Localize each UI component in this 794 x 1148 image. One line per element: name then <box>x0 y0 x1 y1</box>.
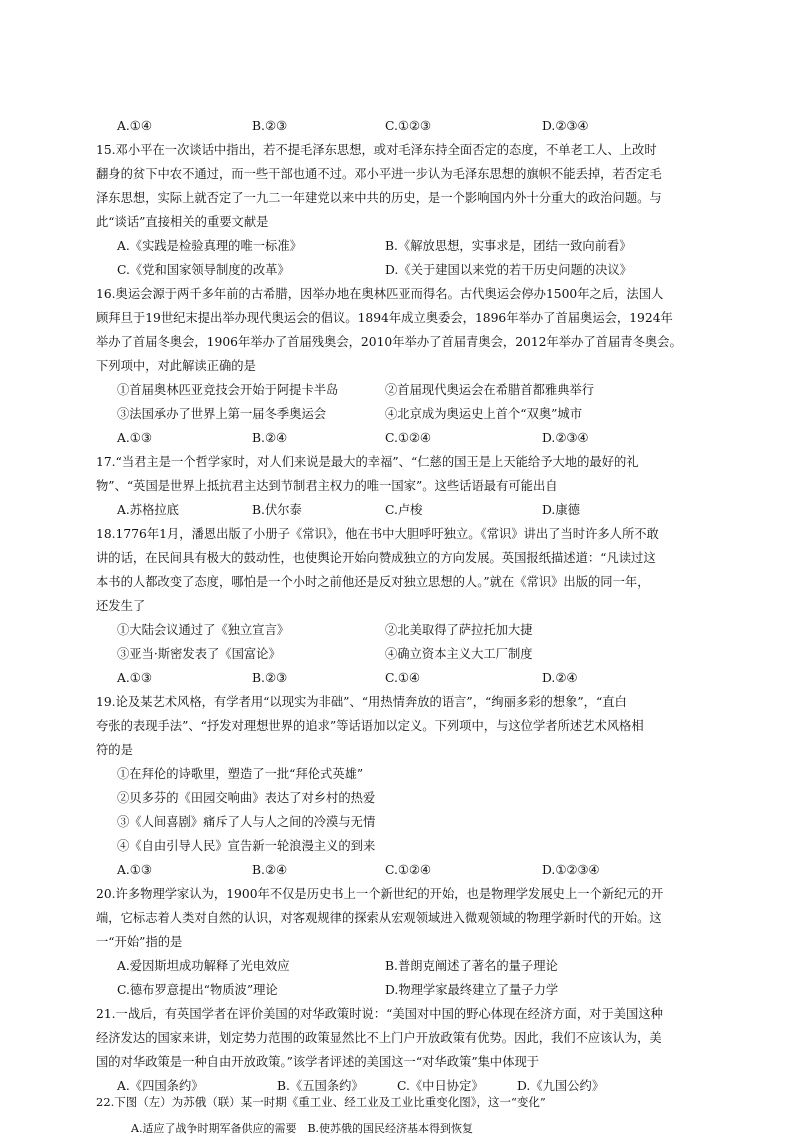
q21-option-b: B.《五国条约》 <box>277 1079 364 1093</box>
q16-item-2: ②首届现代奥运会在希腊首都雅典举行 <box>385 383 595 397</box>
q19-options <box>117 858 697 882</box>
q19-item-4: ④《自由引导人民》宣告新一轮浪漫主义的到来 <box>117 839 376 853</box>
q15-stem-line: 15.邓小平在一次谈话中指出，若不提毛泽东思想，或对毛泽东持全面否定的态度，不单老工人、上改时 <box>96 143 657 157</box>
q21-option-d: D.《九国公约》 <box>517 1079 605 1093</box>
q16-option-d: D.②③④ <box>542 431 589 445</box>
q21-option-a: A.《四国条约》 <box>117 1079 204 1093</box>
q16-stem-line: 16.奥运会源于两千多年前的古希腊，因举办地在奥林匹亚而得名。古代奥运会停办1500年之后，法国人 <box>96 287 664 301</box>
q19-item-2: ②贝多芬的《田园交响曲》表达了对乡村的热爱 <box>117 791 376 805</box>
q22-option-a: A.适应了战争时期军备供应的需要 <box>131 1122 297 1135</box>
q18-item-4: ④确立资本主义大工厂制度 <box>385 647 533 661</box>
q15-options-row <box>117 258 697 282</box>
q20-stem-line: 一“开始”指的是 <box>96 935 183 949</box>
q20-options-row <box>117 954 697 978</box>
q19-option-d: D.①②③④ <box>542 863 600 877</box>
q14-options <box>117 114 697 138</box>
q16-option-a: A.①③ <box>117 431 152 445</box>
q20-option-b: B.普朗克阐述了著名的量子理论 <box>385 959 558 973</box>
q20-stem-line: 20.许多物理学家认为，1900年不仅是历史书上一个新世纪的开始，也是物理学发展史上一个新纪元的开 <box>96 887 664 901</box>
q22-options-compact <box>117 1109 677 1148</box>
q21-stem-line: 经济发达的国家来讲，划定势力范围的政策显然比不上门户开放政策有优势。因此，我们不应该认为，美 <box>96 1031 662 1045</box>
q20-option-c: C.德布罗意提出“物质波”理论 <box>117 983 278 997</box>
q15-stem-line: 此“谈话”直接相关的重要文献是 <box>96 215 269 229</box>
q17-option-d: D.康德 <box>542 503 580 517</box>
q16-option-b: B.②④ <box>252 431 287 445</box>
q21-stem-line: 21.一战后，有英国学者在评价美国的对华政策时说：“美国对中国的野心体现在经济方面，对于美国这种 <box>96 1007 663 1021</box>
q18-item-3: ③亚当·斯密发表了《国富论》 <box>117 647 281 661</box>
q19-item-3: ③《人间喜剧》痛斥了人与人之间的冷漠与无情 <box>117 815 376 829</box>
q20-option-a: A.爱因斯坦成功解释了光电效应 <box>117 959 290 973</box>
q18-option-a: A.①③ <box>117 671 152 685</box>
q16-stem-line: 顾拜旦于19世纪末提出举办现代奥运会的倡议。1894年成立奥委会，1896年举办了首届奥运会，1924年 <box>96 311 673 325</box>
q15-stem-line: 泽东思想，实际上就否定了一九二一年建党以来中共的历史，是一个影响国内外十分重大的政治问题。与 <box>96 191 662 205</box>
q16-item-1: ①首届奥林匹亚竞技会开始于阿提卡半岛 <box>117 383 339 397</box>
q18-items-row <box>117 618 697 642</box>
q15-stem-line: 翻身的贫下中农不通过，而一些干部也通不过。邓小平进一步认为毛泽东思想的旗帜不能丢掉，若否定毛 <box>96 167 662 181</box>
q18-stem-line: 讲的话，在民间具有极大的鼓动性，也使舆论开始向赞成独立的方向发展。英国报纸描述道：“凡读过这 <box>96 551 656 565</box>
q18-stem-line: 还发生了 <box>96 599 146 613</box>
q16-stem-line: 举办了首届冬奥会，1906年举办了首届残奥会，2010年举办了首届青奥会，2012年举办了首届青冬奥会。 <box>96 335 682 349</box>
q19-stem-line: 夸张的表现手法”、“抒发对理想世界的追求”等话语加以定义。下列项中，与这位学者所述艺术风格相 <box>96 719 644 733</box>
q15-options-row <box>117 234 697 258</box>
q16-item-4: ④北京成为奥运史上首个“双奥”城市 <box>385 407 583 421</box>
q14-option-b: B.②③ <box>252 119 287 133</box>
q16-items-row <box>117 402 697 426</box>
q18-stem-line: 18.1776年1月，潘恩出版了小册子《常识》，他在书中大胆呼吁独立。《常识》讲出了当时许多人所不敢 <box>96 527 659 541</box>
q18-items-row <box>117 642 697 666</box>
q20-options-row <box>117 978 697 1002</box>
q19-stem-line: 符的是 <box>96 743 133 757</box>
q17-option-a: A.苏格拉底 <box>117 503 179 517</box>
q20-option-d: D.物理学家最终建立了量子力学 <box>385 983 559 997</box>
q14-option-c: C.①②③ <box>385 119 431 133</box>
q16-item-3: ③法国承办了世界上第一届冬季奥运会 <box>117 407 327 421</box>
q15-option-b: B.《解放思想，实事求是，团结一致向前看》 <box>385 239 632 253</box>
q18-stem-line: 本书的人都改变了态度，哪怕是一个小时之前他还是反对独立思想的人。”就在《常识》出版的同一年， <box>96 575 650 589</box>
q18-option-c: C.①④ <box>385 671 420 685</box>
q21-option-c: C.《中日协定》 <box>397 1079 484 1093</box>
q16-items-row <box>117 378 697 402</box>
q18-options <box>117 666 697 690</box>
q19-stem-line: 19.论及某艺术风格，有学者用“以现实为非础”、“用热情奔放的语言”，“绚丽多彩的想象”，“直白 <box>96 695 627 709</box>
q19-option-b: B.②④ <box>252 863 287 877</box>
q17-stem-line: 17.“当君主是一个哲学家时，对人们来说是最大的幸福”、“仁慈的国王是上天能给予大地的最好的礼 <box>96 455 639 469</box>
q21-stem-line: 国的对华政策是一种自由开放政策。”该学者评述的美国这一“对华政策”集中体现于 <box>96 1055 540 1069</box>
q16-stem-line: 下列项中，对此解读正确的是 <box>96 359 256 373</box>
q17-options <box>117 498 697 522</box>
q17-option-b: B.伏尔泰 <box>252 503 302 517</box>
q22-stem-line: 22.下图（左）为苏俄（联）某一时期《重工业、经工业及工业比重变化图》，这一“变化” <box>96 1095 546 1109</box>
q17-option-c: C.卢梭 <box>385 503 423 517</box>
q18-option-b: B.②③ <box>252 671 287 685</box>
q19-option-c: C.①②④ <box>385 863 431 877</box>
q18-item-1: ①大陆会议通过了《独立宣言》 <box>117 623 290 637</box>
q18-option-d: D.②④ <box>542 671 578 685</box>
q19-option-a: A.①③ <box>117 863 152 877</box>
q15-option-a: A.《实践是检验真理的唯一标准》 <box>117 239 302 253</box>
q16-options <box>117 426 697 450</box>
q14-option-d: D.②③④ <box>542 119 589 133</box>
q16-option-c: C.①②④ <box>385 431 431 445</box>
q19-item-1: ①在拜伦的诗歌里，塑造了一批“拜伦式英雄” <box>117 767 364 781</box>
q18-item-2: ②北美取得了萨拉托加大捷 <box>385 623 533 637</box>
q17-stem-line: 物”、“英国是世界上抵抗君主达到节制君主权力的唯一国家”。这些话语最有可能出自 <box>96 479 558 493</box>
q15-option-d: D.《关于建国以来党的若干历史问题的决议》 <box>385 263 632 277</box>
q15-option-c: C.《党和国家领导制度的改革》 <box>117 263 290 277</box>
q20-stem-line: 端，它标志着人类对自然的认识，对客观规律的探索从宏观领域进入微观领域的物理学新时代的开始。这 <box>96 911 662 925</box>
q14-option-a: A.①④ <box>117 119 152 133</box>
q22-option-b: B.使苏俄的国民经济基本得到恢复 <box>307 1122 474 1135</box>
